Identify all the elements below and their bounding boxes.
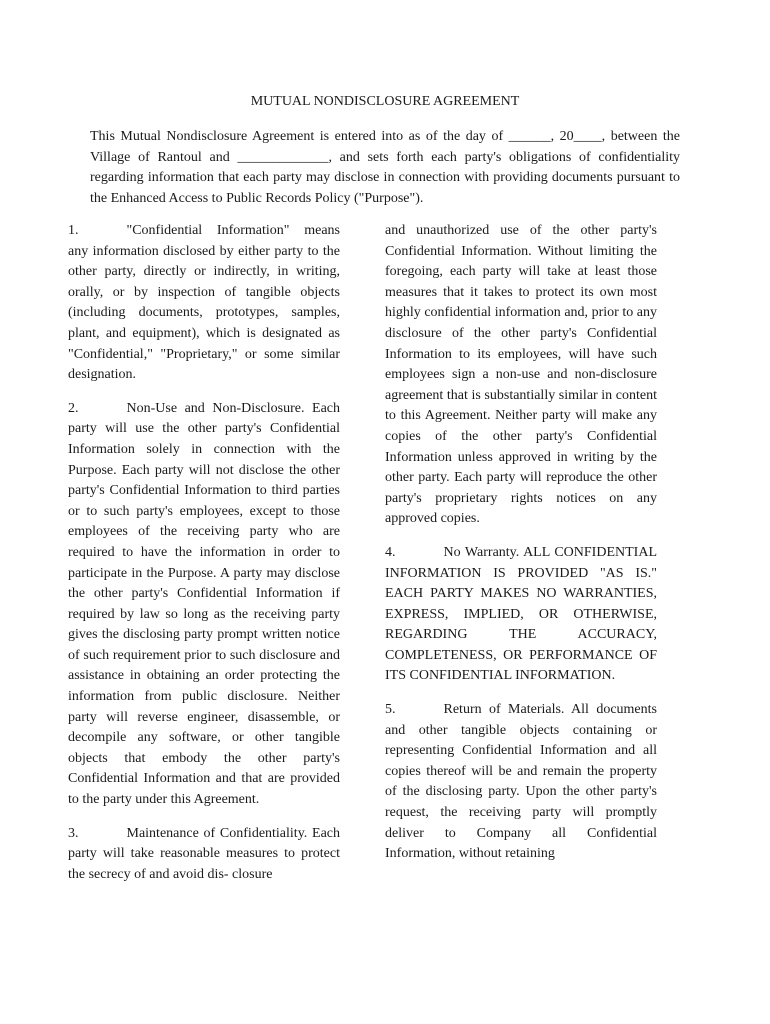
- section-number: 2.: [68, 400, 79, 416]
- section-number: 4.: [385, 544, 396, 560]
- section-text: Maintenance of Confidentiality. Each party will take reasonable measures to protect the secrecy of and avoid dis- closure: [68, 825, 340, 882]
- section-3: [68, 824, 340, 886]
- right-column: [385, 221, 657, 865]
- section-text: Non-Use and Non-Disclosure. Each party will use the other party's Confidential Information solely in connection with the Purpose. Each party will not disclose the other party's Confidential Information to third parties or to such party's employees, except to those employees of the receiving party who are required to have the information in order to participate in the Purpose. A party may disclose the other party's Confidential Information if required by law so long as the receiving party gives the disclosing party prompt written notice of such requirement prior to such disclosure and assistance in obtaining an order protecting the information from public disclosure. Neither party will reverse engineer, disassemble, or decompile any software, or other tangible objects that embody the other party's Confidential Information and that are provided to the party under this Agreement.: [68, 400, 340, 808]
- section-text: No Warranty. ALL CONFIDENTIAL INFORMATION IS PROVIDED "AS IS." EACH PARTY MAKES NO WARRANTIES, EXPRESS, IMPLIED, OR OTHERWISE, REGARDING THE ACCURACY, COMPLETENESS, OR PERFORMANCE OF ITS CONFIDENTIAL INFORMATION.: [385, 544, 657, 684]
- section-text: "Confidential Information" means any information disclosed by either party to the other party, directly or indirectly, in writing, orally, or by inspection of tangible objects (including documents, prototypes, samples, plant, and equipment), which is designated as "Confidential," "Proprietary," or some similar designation.: [68, 223, 340, 383]
- intro-paragraph: This Mutual Nondisclosure Agreement is entered into as of the day of ______, 20____, between the Village of Rantoul and _____________, and sets forth each party's obligations of confidentiality regarding information that each party may disclose in connection with providing documents pursuant to the Enhanced Access to Public Records Policy ("Purpose").: [90, 129, 680, 206]
- page-title: MUTUAL NONDISCLOSURE AGREEMENT: [250, 94, 520, 109]
- section-5: [385, 700, 657, 865]
- left-column: [68, 221, 340, 885]
- section-4: [385, 543, 657, 687]
- section-text: Return of Materials. All documents and other tangible objects containing or representing Confidential Information and all copies thereof will be and remain the property of the disclosing party. Upon the other party's request, the receiving party will promptly deliver to Company all Confidential Information, without retaining: [385, 702, 657, 862]
- section-1: [68, 221, 340, 386]
- section-number: 1.: [68, 223, 79, 238]
- section-3-continuation: and unauthorized use of the other party's Confidential Information. Without limiting the foregoing, each party will take at least those measures that it takes to protect its own most highly confidential information and, prior to any disclosure of the other party's Confidential Information to its employees, will have such employees sign a non-use and non-disclosure agreement that is substantially similar in content to this Agreement. Neither party will make any copies of the other party's Confidential Information unless approved in writing by the other party. Each party will reproduce the other party's proprietary rights notices on any approved copies.: [385, 223, 657, 527]
- section-2: [68, 399, 340, 811]
- section-number: 5.: [385, 702, 396, 718]
- section-number: 3.: [68, 825, 79, 841]
